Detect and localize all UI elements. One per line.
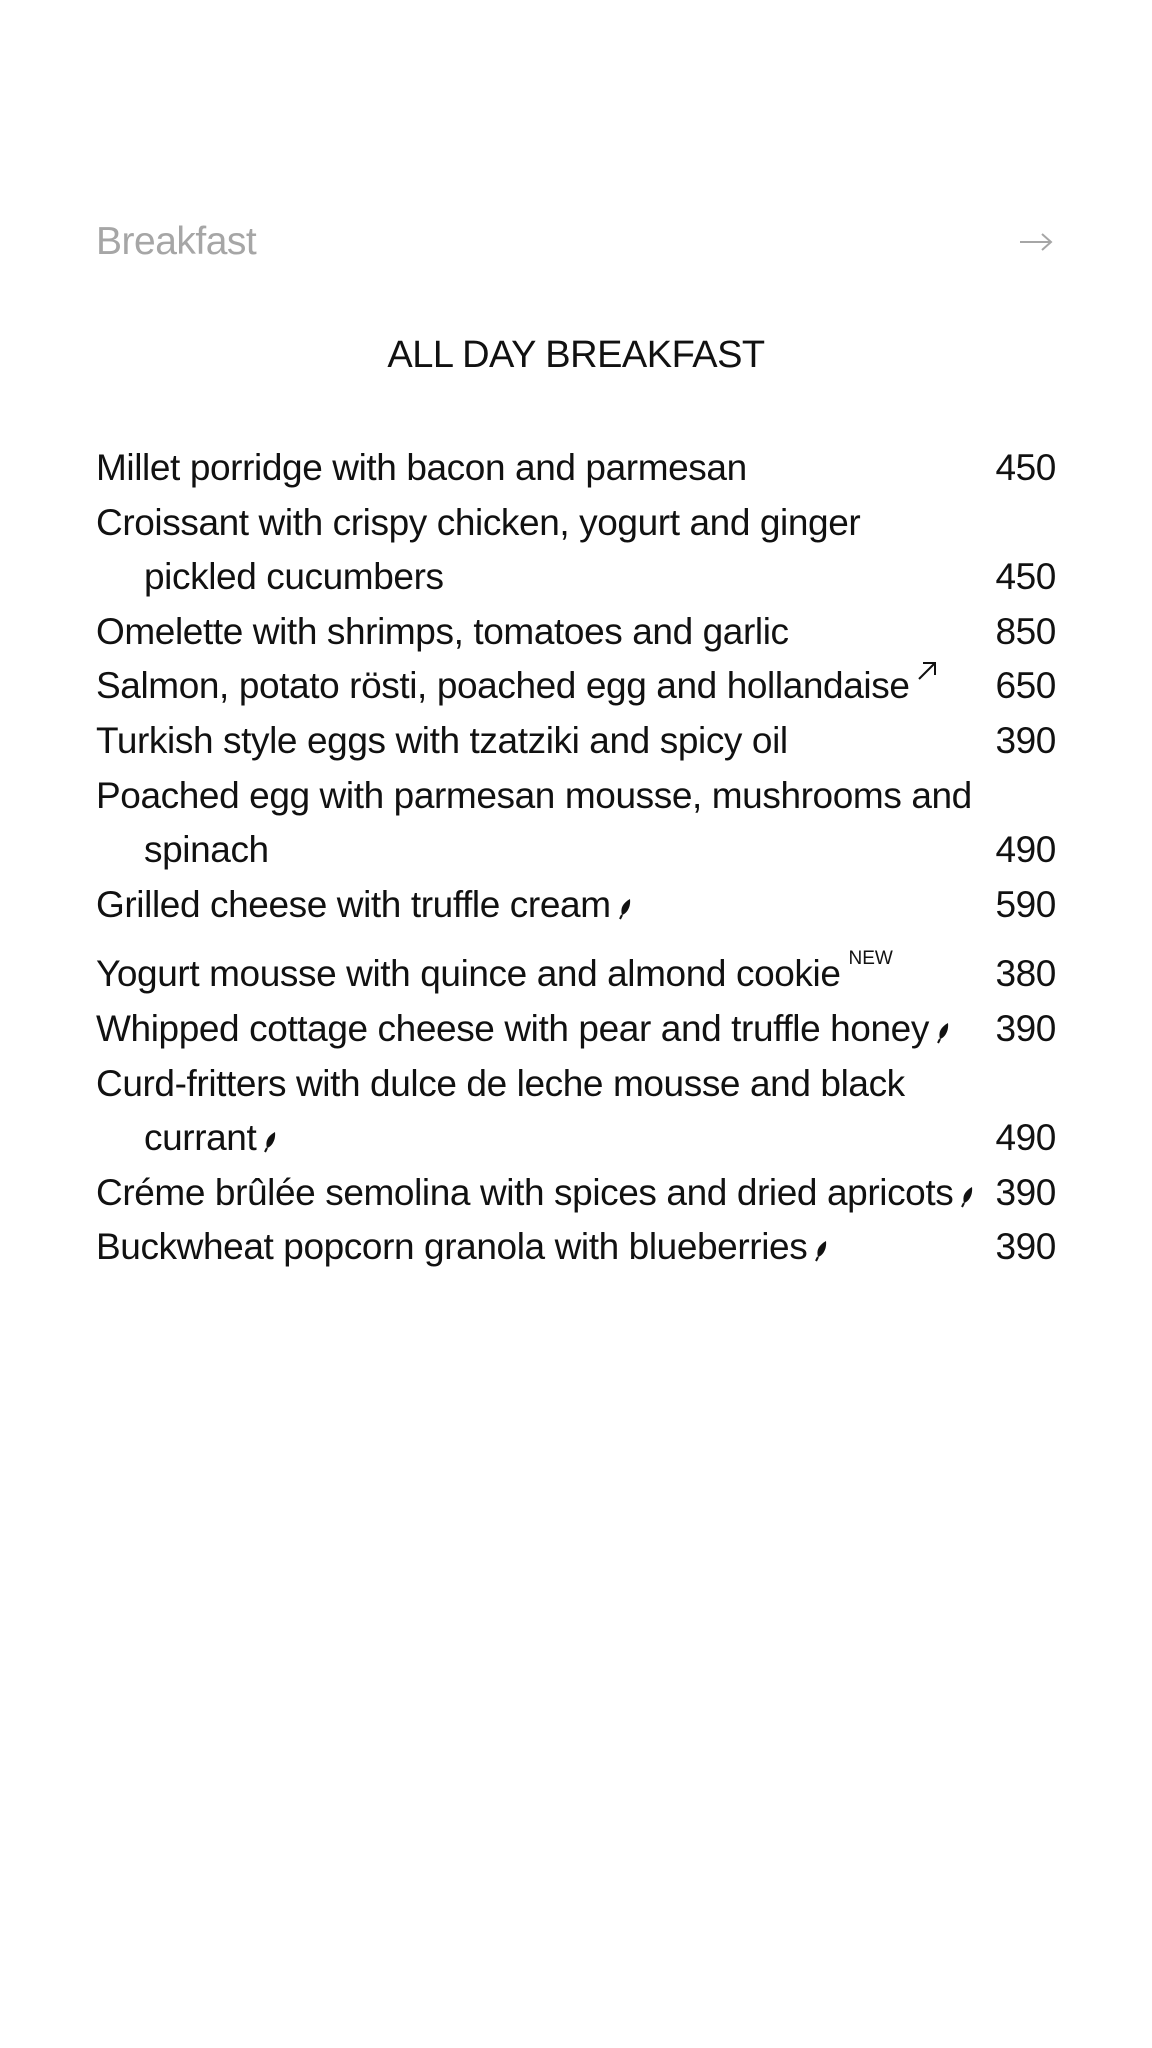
item-price: 490 [995,1117,1056,1159]
item-name: Yogurt mousse with quince and almond cookie $^{NEW}$ [96,948,893,995]
section-title: Breakfast [96,220,257,263]
menu-item[interactable] [96,605,1056,660]
item-name: Grilled cheese with truffle cream [96,878,995,933]
menu-item[interactable] [96,441,1056,496]
item-price: 390 [995,719,1056,761]
item-price: 450 [995,556,1056,598]
menu-heading: ALL DAY BREAKFAST [387,334,765,376]
item-name: Curd-fritters with dulce de leche mousse and black currant [96,1062,905,1159]
next-section-button[interactable] [1016,222,1056,262]
menu-item[interactable] [96,1002,1056,1057]
item-price: 490 [995,829,1056,871]
leaf-icon [961,1186,975,1208]
arrow-up-right-icon[interactable] [916,660,938,682]
item-price: 390 [995,1171,1056,1213]
leaf-icon [815,1240,829,1262]
item-price: 380 [995,953,1056,995]
leaf-icon [619,898,633,920]
item-price: 390 [995,1007,1056,1049]
menu-item[interactable] [96,932,1056,1002]
item-name: Millet porridge with bacon and parmesan [96,447,747,488]
menu-item[interactable] [96,496,1056,605]
item-price: 450 [995,447,1056,488]
menu-item[interactable] [96,769,1056,878]
menu-item[interactable] [96,1220,1056,1275]
menu-header [96,212,1056,272]
menu-item[interactable] [96,878,1056,933]
arrow-right-icon [1019,232,1053,252]
menu-item[interactable] [96,1166,1056,1221]
menu-item[interactable] [96,714,1056,769]
item-price: 850 [995,610,1056,652]
item-name: Croissant with crispy chicken, yogurt and ginger pickled cucumbers [96,501,861,598]
leaf-icon [264,1131,278,1153]
leaf-icon [937,1022,951,1044]
item-name: Whipped cottage cheese with pear and truffle honey [96,1002,995,1057]
item-name: Créme brûlée semolina with spices and dried apricots [96,1166,995,1221]
item-name: Poached egg with parmesan mousse, mushrooms and spinach [96,774,972,871]
item-price: 390 [995,1226,1056,1268]
item-price: 590 [995,883,1056,925]
new-badge: NEW [848,948,893,970]
item-name: Turkish style eggs with tzatziki and spicy oil [96,719,788,761]
item-price: 650 [995,665,1056,707]
menu-item[interactable] [96,659,1056,714]
item-name: Omelette with shrimps, tomatoes and garlic [96,610,789,652]
item-name: Salmon, potato rösti, poached egg and hollandaise [96,659,995,714]
menu-list [96,441,1056,1275]
item-name: Buckwheat popcorn granola with blueberries [96,1220,995,1275]
menu-item[interactable] [96,1057,1056,1166]
